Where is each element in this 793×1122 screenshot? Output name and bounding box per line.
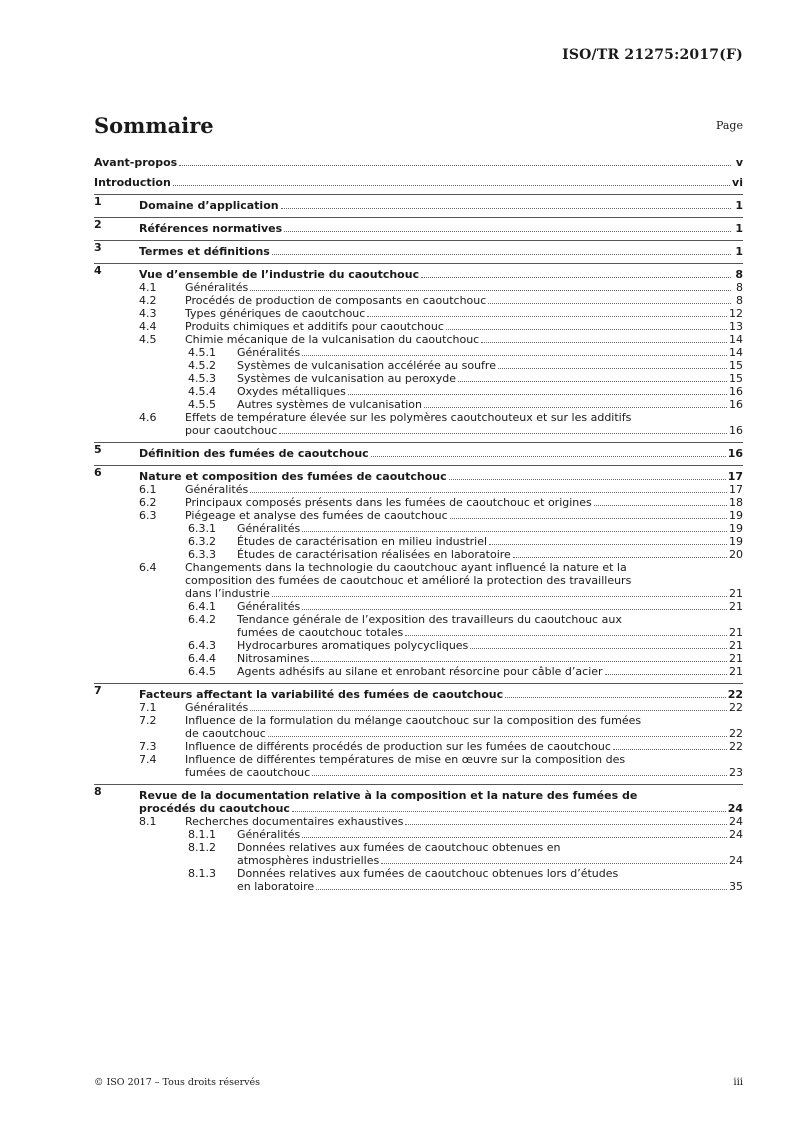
toc-entry-title: Piégeage et analyse des fumées de caoutchouc [185, 509, 448, 522]
toc-entry-title-line: Tendance générale de l’exposition des travailleurs du caoutchouc aux [237, 613, 622, 626]
toc-dot-leader [505, 697, 726, 698]
toc-entry-title: Références normatives [139, 222, 283, 235]
toc-entry-title-line: Données relatives aux fumées de caoutchouc obtenues en [237, 841, 561, 854]
toc-entry-number: 6.4 [139, 561, 157, 574]
toc-entry-title: Systèmes de vulcanisation au peroxyde [237, 372, 457, 385]
toc-dot-leader [250, 290, 731, 291]
toc-entry[interactable] [94, 465, 743, 483]
toc-entry-number: 8 [94, 785, 102, 798]
toc-entry[interactable] [94, 600, 743, 613]
toc-dot-leader [371, 456, 726, 457]
toc-entry-title: fumées de caoutchouc [185, 766, 311, 779]
toc-entry-number: 4.1 [139, 281, 157, 294]
toc-entry-number: 6.3.3 [188, 548, 216, 561]
toc-entry[interactable] [94, 385, 743, 398]
toc-entry-page: 21 [729, 652, 743, 665]
toc-entry[interactable] [94, 496, 743, 509]
toc-dot-leader [405, 635, 727, 636]
toc-entry-page: 21 [729, 600, 743, 613]
toc-entry-title: Avant-propos [94, 156, 178, 169]
toc-entry-page: 16 [729, 424, 743, 437]
toc-dot-leader [279, 433, 727, 434]
toc-entry-title-line: Effets de température élevée sur les polymères caoutchouteux et sur les additifs [185, 411, 632, 424]
toc-dot-leader [381, 863, 727, 864]
toc-entry-page: 22 [729, 740, 743, 753]
toc-dot-leader [489, 544, 727, 545]
toc-entry[interactable] [94, 548, 743, 561]
toc-entry-number: 4.5.5 [188, 398, 216, 411]
toc-entry-number: 6.3 [139, 509, 157, 522]
toc-dot-leader [312, 775, 727, 776]
toc-entry-page: 23 [729, 766, 743, 779]
toc-entry[interactable] [94, 411, 743, 437]
toc-dot-leader [481, 342, 727, 343]
toc-dot-leader [179, 165, 731, 166]
toc-entry[interactable] [94, 784, 743, 815]
toc-entry-page: 22 [727, 688, 743, 701]
toc-entry-number: 2 [94, 218, 102, 231]
toc-entry-title: fumées de caoutchouc totales [237, 626, 404, 639]
toc-entry-title: Généralités [237, 600, 301, 613]
toc-dot-leader [348, 394, 727, 395]
toc-entry[interactable] [94, 522, 743, 535]
toc-entry-title: Domaine d’application [139, 199, 279, 212]
toc-entry-page: 22 [729, 727, 743, 740]
toc-dot-leader [302, 355, 727, 356]
toc-entry-page: 1 [735, 222, 743, 235]
toc-entry-number: 4 [94, 264, 102, 277]
toc-entry-page: 21 [729, 626, 743, 639]
toc-entry[interactable] [94, 701, 743, 714]
toc-entry-page: 21 [729, 639, 743, 652]
toc-entry-page: 19 [729, 535, 743, 548]
toc-entry-title: Termes et définitions [139, 245, 270, 258]
toc-entry-number: 7 [94, 684, 102, 697]
toc-dot-leader [311, 661, 727, 662]
toc-entry-number: 4.5 [139, 333, 157, 346]
toc-entry-page: 15 [729, 359, 743, 372]
toc-entry[interactable] [94, 240, 743, 258]
toc-entry[interactable] [94, 263, 743, 281]
toc-entry-title: dans l’industrie [185, 587, 270, 600]
toc-entry[interactable] [94, 652, 743, 665]
toc-entry-title-line: composition des fumées de caoutchouc et amélioré la protection des travailleurs [185, 574, 632, 587]
toc-entry[interactable] [94, 815, 743, 828]
toc-entry-page: 18 [729, 496, 743, 509]
toc-entry[interactable] [94, 483, 743, 496]
toc-entry-page: 15 [729, 372, 743, 385]
toc-dot-leader [284, 231, 731, 232]
toc-entry-title-line: Données relatives aux fumées de caoutchouc obtenues lors d’études [237, 867, 619, 880]
footer-page-number: iii [733, 1077, 743, 1088]
toc-entry-title: Généralités [237, 522, 301, 535]
toc-entry[interactable] [94, 217, 743, 235]
toc-entry-page: 12 [729, 307, 743, 320]
toc-entry-page: 19 [729, 522, 743, 535]
toc-entry[interactable] [94, 683, 743, 701]
toc-dot-leader [498, 368, 727, 369]
toc-entry-number: 6 [94, 466, 102, 479]
toc-entry-title: Études de caractérisation en milieu industriel [237, 535, 488, 548]
table-of-contents [94, 150, 743, 893]
toc-entry-number: 6.4.4 [188, 652, 216, 665]
toc-entry[interactable] [94, 320, 743, 333]
toc-entry-number: 7.3 [139, 740, 157, 753]
toc-entry-number: 6.1 [139, 483, 157, 496]
toc-entry[interactable] [94, 828, 743, 841]
toc-entry[interactable] [94, 333, 743, 346]
toc-entry-title: Définition des fumées de caoutchouc [139, 447, 369, 460]
toc-entry-title: Études de caractérisation réalisées en laboratoire [237, 548, 511, 561]
toc-entry-title: en laboratoire [237, 880, 315, 893]
toc-entry-page: 8 [736, 294, 743, 307]
toc-entry-number: 6.3.2 [188, 535, 216, 548]
toc-entry-number: 4.5.1 [188, 346, 216, 359]
toc-entry-title: Généralités [185, 483, 249, 496]
toc-entry-number: 8.1.2 [188, 841, 216, 854]
toc-dot-leader [250, 710, 727, 711]
toc-entry-number: 3 [94, 241, 102, 254]
toc-dot-leader [272, 596, 727, 597]
toc-entry[interactable] [94, 613, 743, 639]
toc-entry-page: 24 [729, 815, 743, 828]
toc-entry-title: Autres systèmes de vulcanisation [237, 398, 422, 411]
toc-dot-leader [302, 837, 727, 838]
toc-entry-title-line: Changements dans la technologie du caoutchouc ayant influencé la nature et la [185, 561, 627, 574]
toc-entry-title: procédés du caoutchouc [139, 802, 290, 815]
toc-entry-title: Principaux composés présents dans les fumées de caoutchouc et origines [185, 496, 592, 509]
toc-entry[interactable] [94, 753, 743, 779]
toc-entry-page: 14 [729, 346, 743, 359]
toc-entry[interactable] [94, 307, 743, 320]
toc-dot-leader [458, 381, 727, 382]
toc-entry-page: 22 [729, 701, 743, 714]
toc-entry-title: Introduction [94, 176, 171, 189]
toc-entry-title: Influence de différents procédés de production sur les fumées de caoutchouc [185, 740, 611, 753]
toc-entry-title: Systèmes de vulcanisation accélérée au soufre [237, 359, 496, 372]
toc-entry-number: 4.2 [139, 294, 157, 307]
toc-entry-page: 21 [729, 587, 743, 600]
toc-entry-number: 4.5.4 [188, 385, 216, 398]
toc-entry-title: Facteurs affectant la variabilité des fumées de caoutchouc [139, 688, 504, 701]
toc-dot-leader [424, 407, 727, 408]
toc-dot-leader [292, 811, 726, 812]
toc-entry-number: 7.2 [139, 714, 157, 727]
toc-entry-title: Types génériques de caoutchouc [185, 307, 366, 320]
toc-entry-title: de caoutchouc [185, 727, 266, 740]
toc-entry-title: Nitrosamines [237, 652, 310, 665]
toc-entry-page: 1 [735, 199, 743, 212]
toc-entry-page: 35 [729, 880, 743, 893]
toc-entry[interactable] [94, 665, 743, 678]
toc-dot-leader [316, 889, 727, 890]
toc-entry[interactable] [94, 359, 743, 372]
toc-entry-number: 8.1.3 [188, 867, 216, 880]
toc-dot-leader [173, 185, 730, 186]
toc-entry-title: Agents adhésifs au silane et enrobant résorcine pour câble d’acier [237, 665, 603, 678]
toc-entry[interactable] [94, 639, 743, 652]
toc-entry[interactable] [94, 867, 743, 893]
toc-entry-number: 8.1.1 [188, 828, 216, 841]
toc-entry-number: 1 [94, 195, 102, 208]
toc-entry-number: 6.4.3 [188, 639, 216, 652]
toc-entry-page: 20 [729, 548, 743, 561]
toc-entry-title: Généralités [185, 281, 249, 294]
toc-entry[interactable] [94, 176, 743, 189]
toc-entry[interactable] [94, 714, 743, 740]
toc-entry-title: pour caoutchouc [185, 424, 278, 437]
toc-entry-page: 13 [729, 320, 743, 333]
toc-entry-page: 19 [729, 509, 743, 522]
toc-entry-page: 16 [729, 398, 743, 411]
toc-entry-title: Vue d’ensemble de l’industrie du caoutchouc [139, 268, 420, 281]
toc-entry-page: 16 [727, 447, 743, 460]
toc-entry-title: Produits chimiques et additifs pour caoutchouc [185, 320, 444, 333]
toc-dot-leader [281, 208, 731, 209]
toc-entry-number: 4.5.3 [188, 372, 216, 385]
toc-entry-title: Généralités [237, 828, 301, 841]
toc-entry-number: 4.3 [139, 307, 157, 320]
toc-entry-title-line: Influence de différentes températures de mise en œuvre sur la composition des [185, 753, 626, 766]
toc-dot-leader [594, 505, 727, 506]
toc-entry[interactable] [94, 535, 743, 548]
document-reference: ISO/TR 21275:2017(F) [562, 47, 743, 63]
toc-entry-title: Nature et composition des fumées de caoutchouc [139, 470, 447, 483]
toc-entry[interactable] [94, 346, 743, 359]
toc-entry-title: Oxydes métalliques [237, 385, 346, 398]
toc-entry-number: 7.1 [139, 701, 157, 714]
toc-entry-title: Hydrocarbures aromatiques polycycliques [237, 639, 469, 652]
toc-entry-page: 14 [729, 333, 743, 346]
toc-dot-leader [367, 316, 727, 317]
toc-dot-leader [446, 329, 727, 330]
toc-entry-page: 17 [727, 470, 743, 483]
toc-dot-leader [450, 518, 727, 519]
toc-entry[interactable] [94, 442, 743, 460]
toc-entry-page: 1 [735, 245, 743, 258]
toc-dot-leader [302, 609, 727, 610]
toc-entry-page: 21 [729, 665, 743, 678]
toc-entry[interactable] [94, 398, 743, 411]
toc-dot-leader [268, 736, 727, 737]
toc-entry-number: 6.4.2 [188, 613, 216, 626]
toc-entry-page: vi [732, 176, 743, 189]
toc-entry[interactable] [94, 194, 743, 212]
toc-entry-number: 7.4 [139, 753, 157, 766]
toc-entry-number: 4.5.2 [188, 359, 216, 372]
toc-dot-leader [449, 479, 726, 480]
toc-entry[interactable] [94, 281, 743, 294]
toc-entry-page: 24 [729, 828, 743, 841]
toc-entry-number: 4.4 [139, 320, 157, 333]
toc-entry[interactable] [94, 372, 743, 385]
toc-entry-title: Recherches documentaires exhaustives [185, 815, 404, 828]
toc-dot-leader [405, 824, 727, 825]
toc-entry[interactable] [94, 294, 743, 307]
toc-entry-page: 24 [729, 854, 743, 867]
toc-entry-title: atmosphères industrielles [237, 854, 380, 867]
toc-entry[interactable] [94, 561, 743, 600]
toc-page-column-label: Page [715, 119, 743, 132]
toc-entry-title-line: Revue de la documentation relative à la composition et la nature des fumées de [139, 789, 638, 802]
toc-entry-number: 4.6 [139, 411, 157, 424]
toc-entry-number: 6.2 [139, 496, 157, 509]
toc-entry-page: v [735, 156, 743, 169]
toc-title: Sommaire [94, 113, 214, 138]
toc-dot-leader [513, 557, 727, 558]
toc-entry[interactable] [94, 841, 743, 867]
toc-dot-leader [302, 531, 727, 532]
toc-entry-number: 6.4.5 [188, 665, 216, 678]
footer-copyright: © ISO 2017 – Tous droits réservés [94, 1077, 261, 1088]
toc-entry-page: 8 [735, 268, 743, 281]
toc-entry-page: 24 [727, 802, 743, 815]
toc-entry-title: Généralités [185, 701, 249, 714]
toc-dot-leader [421, 277, 731, 278]
toc-entry-title-line: Influence de la formulation du mélange caoutchouc sur la composition des fumées [185, 714, 642, 727]
toc-entry-title: Chimie mécanique de la vulcanisation du caoutchouc [185, 333, 480, 346]
toc-entry-page: 8 [736, 281, 743, 294]
toc-entry-page: 16 [729, 385, 743, 398]
toc-entry-title: Procédés de production de composants en caoutchouc [185, 294, 487, 307]
toc-entry-page: 17 [729, 483, 743, 496]
toc-entry[interactable] [94, 156, 743, 169]
toc-dot-leader [613, 749, 727, 750]
toc-entry[interactable] [94, 509, 743, 522]
toc-entry-number: 6.3.1 [188, 522, 216, 535]
toc-entry-title: Généralités [237, 346, 301, 359]
toc-dot-leader [605, 674, 727, 675]
toc-dot-leader [488, 303, 731, 304]
toc-entry[interactable] [94, 740, 743, 753]
toc-entry-number: 5 [94, 443, 102, 456]
toc-entry-number: 6.4.1 [188, 600, 216, 613]
toc-dot-leader [272, 254, 731, 255]
toc-dot-leader [470, 648, 727, 649]
toc-entry-number: 8.1 [139, 815, 157, 828]
toc-dot-leader [250, 492, 727, 493]
